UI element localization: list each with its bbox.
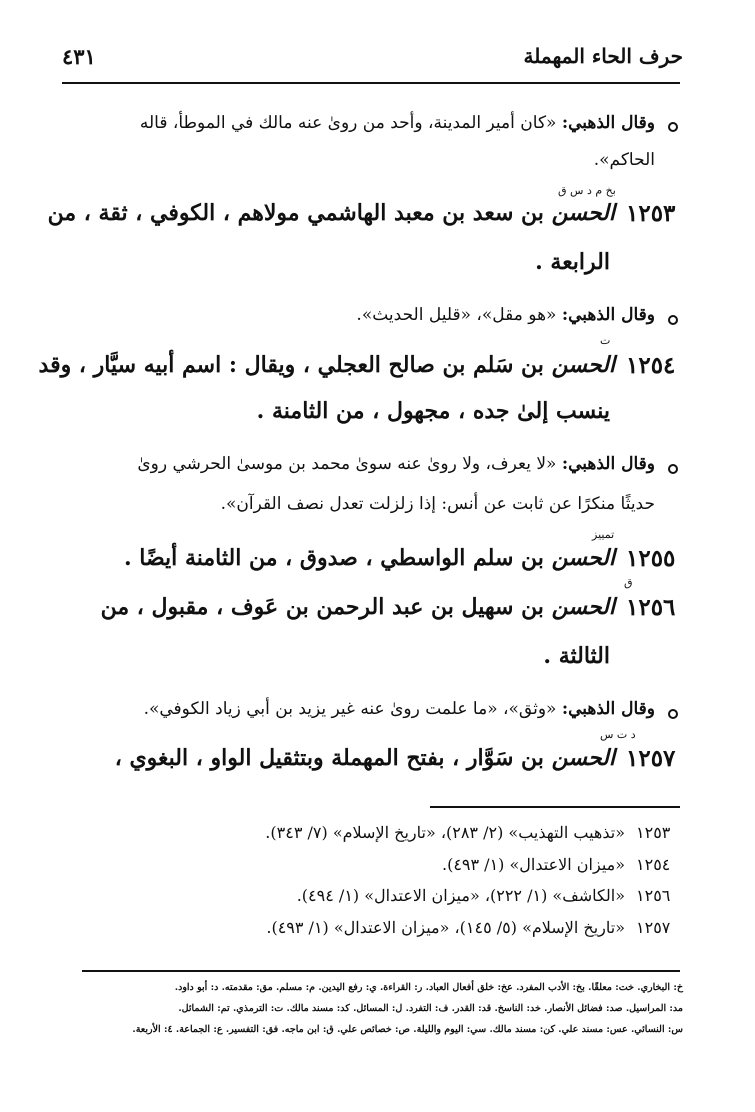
entry-number: ١٢٥٧: [626, 745, 676, 772]
note-label: وقال الذهبي:: [561, 454, 655, 474]
legend-line: خ: البخاري. خت: معلقًا. بخ: الأدب المفرد. عخ: خلق أفعال العباد. ر: القراءة. ي: رفع اليدين. م: مسلم. مق: مقدمته. د: أبو داود.: [174, 982, 683, 993]
entry-number: ١٢٥٦: [626, 594, 676, 621]
note: [144, 699, 655, 719]
entry-number: ١٢٥٣: [626, 200, 676, 227]
entry-symbols: ق: [624, 576, 633, 589]
entry-name: الحسن: [551, 745, 615, 771]
entry-number: ١٢٥٤: [626, 352, 676, 379]
entry-line-continuation: الثالثة .: [543, 643, 610, 669]
entry-line: [39, 352, 615, 378]
page-header-title: حرف الحاء المهملة: [523, 44, 683, 68]
note-text: «لا يعرف، ولا روىٰ عنه سوىٰ محمد بن موسىٰ الحرشي روىٰ: [137, 454, 557, 474]
note-label: وقال الذهبي:: [561, 113, 655, 133]
entry-text: بن سَوَّار ، بفتح المهملة وبتثقيل الواو ، البغوي ،: [114, 745, 544, 771]
note-bullet-icon: [668, 315, 678, 325]
entry-number: ١٢٥٥: [626, 545, 676, 572]
note-bullet-icon: [668, 464, 678, 474]
note-text: «وثق»، «ما علمت روىٰ عنه غير يزيد بن أبي زياد الكوفي».: [143, 699, 557, 719]
page-number: ٤٣١: [62, 44, 96, 69]
note-bullet-icon: [668, 709, 678, 719]
footnote-number: ١٢٥٧: [636, 918, 671, 937]
entry-line: [124, 545, 615, 571]
footnote-number: ١٢٥٣: [636, 823, 671, 842]
note-label: وقال الذهبي:: [561, 305, 655, 325]
note-text: «هو مقل»، «قليل الحديث».: [356, 305, 557, 325]
entry-text: بن سَلم بن صالح العجلي ، ويقال : اسم أبيه سيَّار ، وقد: [38, 352, 544, 378]
footnote-text: «تذهيب التهذيب» (٢/ ٢٨٣)، «تاريخ الإسلام» (٧/ ٣٤٣).: [265, 823, 625, 842]
entry-symbols: د ت س: [600, 728, 636, 741]
entry-symbols: تمييز: [592, 528, 615, 541]
note-top-continuation: الحاكم».: [593, 150, 655, 170]
entry-text: بن سهيل بن عبد الرحمن بن عَوف ، مقبول ، من: [100, 594, 544, 620]
entry-line-continuation: الرابعة .: [535, 249, 610, 275]
footnote-number: ١٢٥٦: [636, 886, 671, 905]
note-label: وقال الذهبي:: [561, 699, 655, 719]
entry-name: الحسن: [551, 352, 615, 378]
entry-symbols: ت: [600, 334, 611, 347]
note-continuation: حديثًا منكرًا عن ثابت عن أنس: إذا زلزلت تعدل نصف القرآن».: [220, 494, 655, 514]
entry-line: [48, 200, 615, 226]
note-text: «كان أمير المدينة، وأحد من روىٰ عنه مالك في الموطأ، قاله: [139, 113, 557, 133]
entry-line-continuation: ينسب إلىٰ جده ، مجهول ، من الثامنة .: [256, 398, 610, 424]
note-bullet-icon: [668, 122, 678, 132]
entry-text: بن سلم الواسطي ، صدوق ، من الثامنة أيضًا .: [123, 545, 544, 571]
legend-rule: [82, 970, 680, 972]
entry-line: [101, 594, 615, 620]
entry-name: الحسن: [551, 200, 615, 226]
legend-line: س: النسائي. عس: مسند علي. كن: مسند مالك. سي: اليوم والليلة. ص: خصائص علي. ق: ابن ماجه. فق: التفسير. ع: الجماعة. ٤: الأربعة.: [132, 1024, 683, 1035]
note: [356, 305, 655, 325]
footnote-rule: [430, 806, 680, 808]
note-top: [140, 113, 655, 133]
entry-name: الحسن: [551, 594, 615, 620]
legend-line: مد: المراسيل. صد: فضائل الأنصار. خد: الناسخ. قد: القدر. ف: التفرد. ل: المسائل. كد: مسند مالك. ت: الترمذي. تم: الشمائل.: [178, 1003, 683, 1014]
header-rule: [62, 82, 680, 84]
footnote-number: ١٢٥٤: [636, 855, 671, 874]
entry-line: [115, 745, 615, 771]
footnote-text: «تاريخ الإسلام» (٥/ ١٤٥)، «ميزان الاعتدال» (١/ ٤٩٣).: [266, 918, 625, 937]
note: [137, 454, 655, 474]
footnote-text: «ميزان الاعتدال» (١/ ٤٩٣).: [441, 855, 625, 874]
footnote-text: «الكاشف» (١/ ٢٢٢)، «ميزان الاعتدال» (١/ ٤٩٤).: [296, 886, 625, 905]
entry-symbols: بخ م د س ق: [558, 184, 616, 197]
entry-text: بن سعد بن معبد الهاشمي مولاهم ، الكوفي ، ثقة ، من: [47, 200, 544, 226]
entry-name: الحسن: [551, 545, 615, 571]
